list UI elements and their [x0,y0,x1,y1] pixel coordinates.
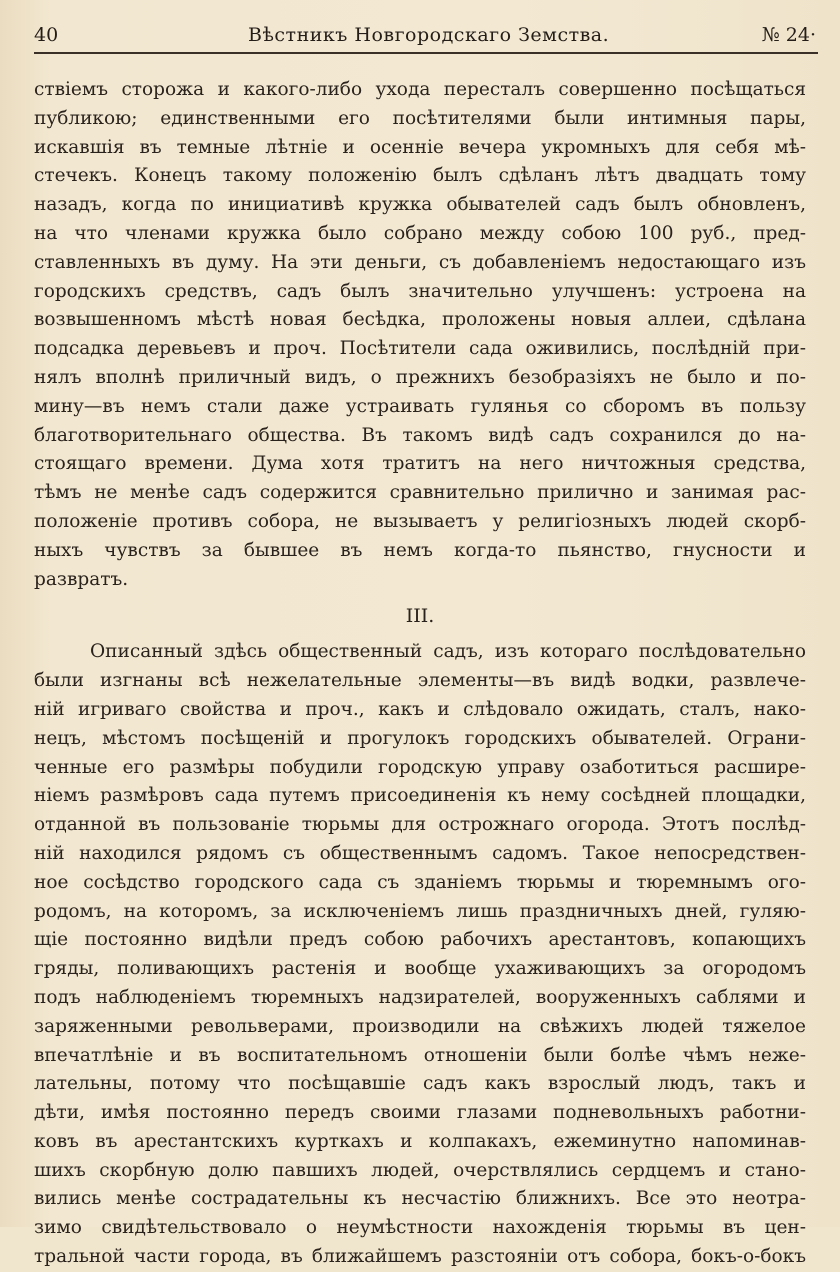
text-line: щіе постоянно видѣли предъ собою рабочихъ арестантовъ, копающихъ [34,929,806,951]
text-line: отданной въ пользованіе тюрьмы для острожнаго огорода. Этотъ послѣд- [34,814,806,836]
header-rule [34,52,818,54]
text-line: ныхъ чувствъ за бывшее въ немъ когда-то пьянство, гнусности и [34,539,806,561]
text-line: родомъ, на которомъ, за исключеніемъ лишь праздничныхъ дней, гуляю- [34,900,806,922]
text-line: благотворительнаго общества. Въ такомъ видѣ садъ сохранился до на- [34,424,806,446]
text-line: ствіемъ сторожа и какого-либо ухода перестал​ъ совершенно посѣщаться [34,79,806,100]
text-line: стоящаго времени. Дума хотя тратитъ на него ничтожныя средства, [34,453,806,475]
text-line: назадъ, когда по инициативѣ кружка обывателей садъ былъ обновленъ, [34,194,806,216]
issue-number: № 24· [761,24,816,46]
text-line: стечекъ. Конецъ такому положенію былъ сдѣланъ лѣтъ двадцать тому [34,165,806,187]
text-line: нялъ вполнѣ приличный видъ, о прежнихъ безобразіяхъ не было и по- [34,366,806,388]
text-line: зимо свидѣтельствовало о неумѣстности нахожденія тюрьмы въ цен- [34,1217,806,1239]
text-line: ченные его размѣры побудили городскую управу озаботиться расшире- [34,756,806,778]
text-line: подъ наблюденіемъ тюремныхъ надзирателей, вооруженныхъ саблями и [34,986,806,1008]
paragraph-continued [34,76,806,594]
text-line: Описанный здѣсь общественный садъ, изъ котораго послѣдовательно [90,641,806,663]
text-line: ній игриваго свойства и проч., какъ и слѣдовало ожидать, сталъ, нако- [34,698,806,720]
text-line: ное сосѣдство городского сада съ зданіемъ тюрьмы и тюремнымъ ого- [34,871,806,893]
text-line: шихъ скорбную долю павшихъ людей, очерствлялись сердцемъ и стано- [34,1159,806,1181]
journal-title: Вѣстникъ Новгородскаго Земства. [248,24,610,46]
text-line: ставленныхъ въ думу. На эти деньги, съ добавленіемъ недостающаго изъ [34,251,806,273]
text-line: мину—въ немъ стали даже устраивать гулянья со сборомъ въ пользу [34,395,806,417]
running-header [34,20,816,50]
text-line: тральной части города, въ ближайшемъ разстояніи отъ собора, бокъ-о-бокъ [34,1246,806,1268]
text-line: развратъ. [34,568,129,590]
text-line: гряды, поливающихъ растенія и вообще ухаживающихъ за огородомъ [34,958,806,980]
page-number: 40 [34,24,59,46]
text-line: городскихъ средствъ, садъ былъ значительно улучшенъ: устроена на [34,280,806,302]
text-line: были изгнаны всѣ нежелательные элементы—въ видѣ водки, развлече- [34,670,806,692]
text-line: впечатлѣніе и въ воспитательномъ отношеніи были болѣе чѣмъ неже- [34,1044,806,1066]
text-line: ній находился рядомъ съ общественнымъ садомъ. Такое непосредствен- [34,842,806,864]
text-line: вились менѣе сострадательны къ несчастію ближнихъ. Все это неотра- [34,1188,806,1210]
text-line: искавшія въ темные лѣтніе и осенніе вечера укромныхъ для себя мѣ- [34,136,806,158]
text-line: положеніе противъ собора, не вызываетъ у религіозныхъ людей скорб- [34,510,806,532]
text-line: ніемъ размѣровъ сада путемъ присоединенія къ нему сосѣдней площадки, [34,785,806,807]
text-line: на что членами кружка было собрано между собою 100 руб., пред- [34,222,806,244]
article-body [34,76,806,1272]
text-line: ковъ въ арестантскихъ курткахъ и колпакахъ, ежеминутно напоминав- [34,1130,806,1152]
text-line: лательны, потому что посѣщавшіе садъ какъ взрослый людъ, такъ и [34,1073,806,1095]
paragraph [34,638,806,1272]
text-line: подсадка деревьевъ и проч. Посѣтители сада оживились, послѣдній при- [34,338,806,360]
text-line: тѣмъ не менѣе садъ содержится сравнительно прилично и занимая рас- [34,482,806,504]
section-heading: III. [405,605,435,628]
text-line: дѣти, имѣя постоянно передъ своими глазами подневольныхъ работни- [34,1102,806,1124]
text-line: возвышенномъ мѣстѣ новая бесѣдка, проложены новыя аллеи, сдѣлана [34,309,806,331]
text-line: нецъ, мѣстомъ посѣщеній и прогулокъ городскихъ обывателей. Ограни- [34,727,806,749]
text-line: заряженными револьверами, производили на свѣжихъ людей тяжелое [34,1015,806,1037]
text-line: публикою; единственными его посѣтителями были интимныя пары, [34,107,806,129]
